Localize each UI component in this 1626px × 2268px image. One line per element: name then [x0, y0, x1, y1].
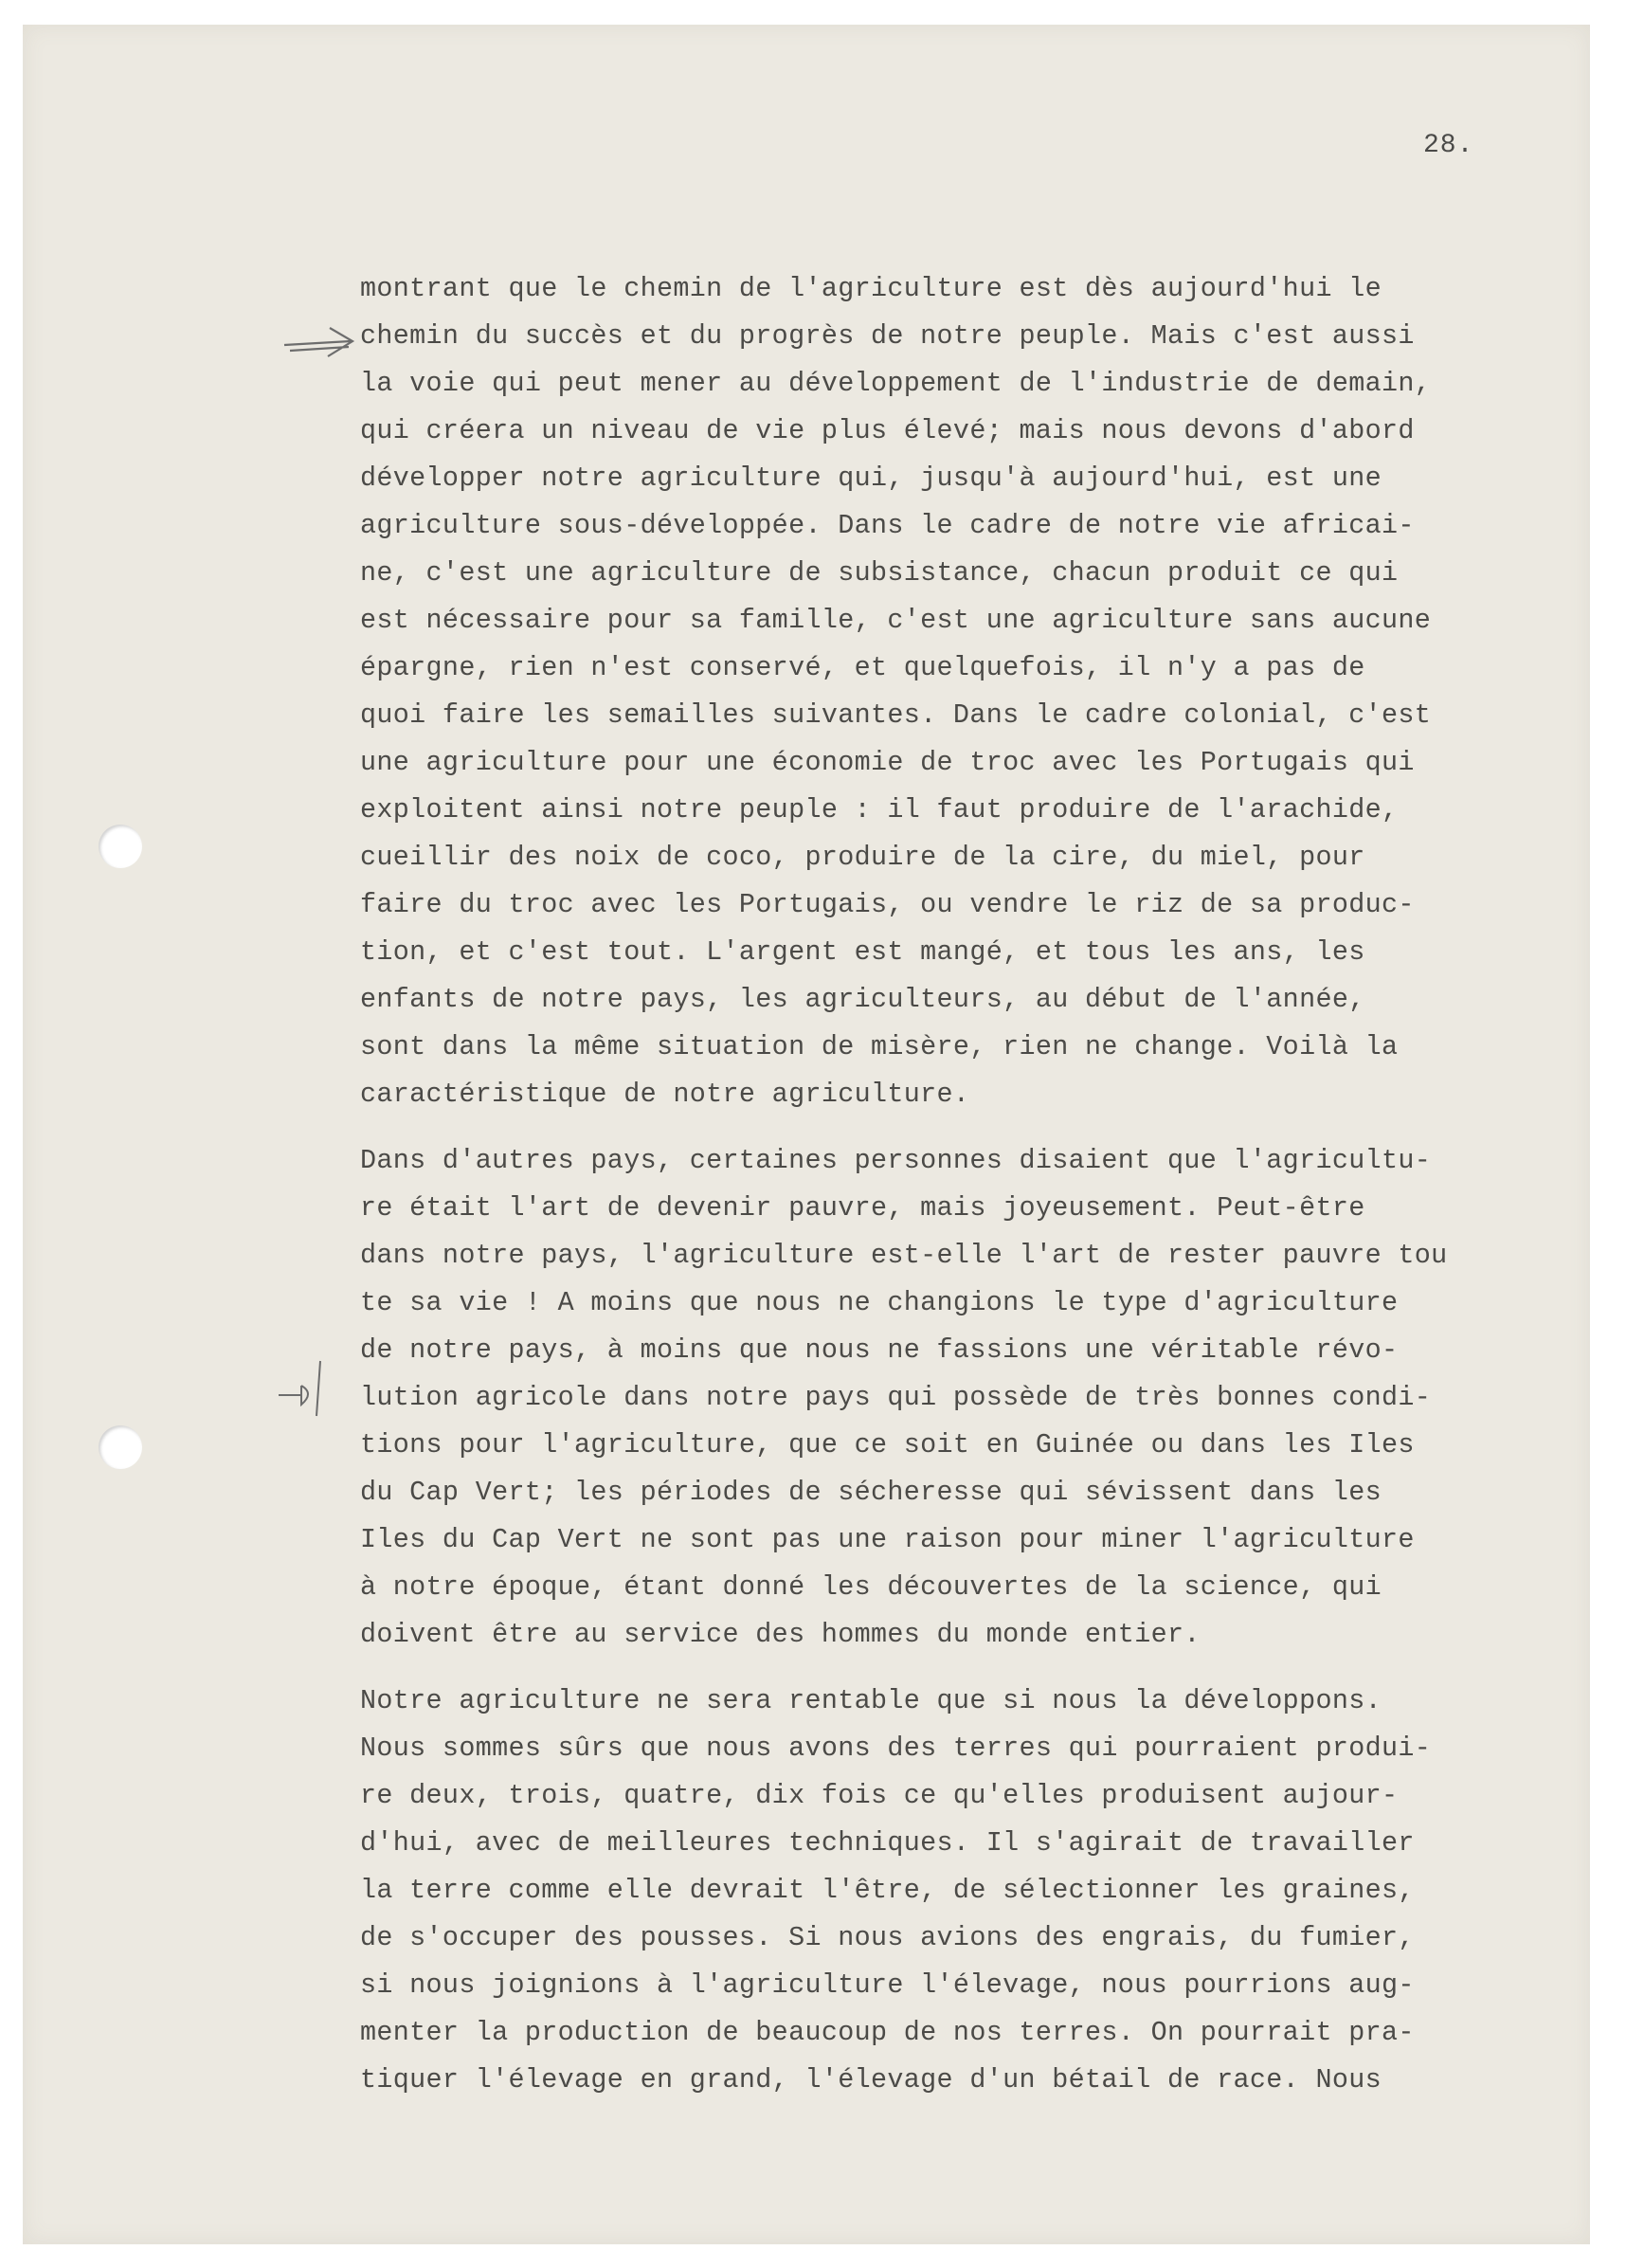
- text-line: tiquer l'élevage en grand, l'élevage d'un bétail de race. Nous: [360, 2064, 1382, 2096]
- text-line: d'hui, avec de meilleures techniques. Il s'agirait de travailler: [360, 1827, 1415, 1859]
- text-line: caractéristique de notre agriculture.: [360, 1079, 970, 1110]
- text-line: du Cap Vert; les périodes de sécheresse qui sévissent dans les: [360, 1477, 1382, 1508]
- text-line: enfants de notre pays, les agriculteurs, au début de l'année,: [360, 984, 1365, 1015]
- margin-bracket-icon: [279, 1353, 328, 1420]
- paragraph-3: [360, 1678, 1592, 2104]
- text-line: agriculture sous-développée. Dans le cadre de notre vie africai-: [360, 510, 1415, 541]
- text-line: si nous joignions à l'agriculture l'élevage, nous pourrions aug-: [360, 1969, 1415, 2001]
- text-line: Iles du Cap Vert ne sont pas une raison pour miner l'agriculture: [360, 1524, 1415, 1555]
- text-line: sont dans la même situation de misère, rien ne change. Voilà la: [360, 1031, 1399, 1062]
- text-line: re était l'art de devenir pauvre, mais joyeusement. Peut-être: [360, 1192, 1365, 1224]
- text-line: la terre comme elle devrait l'être, de sélectionner les graines,: [360, 1875, 1415, 1906]
- text-line: une agriculture pour une économie de troc avec les Portugais qui: [360, 747, 1415, 778]
- text-line: te sa vie ! A moins que nous ne changions le type d'agriculture: [360, 1287, 1399, 1318]
- text-line: montrant que le chemin de l'agriculture est dès aujourd'hui le: [360, 273, 1382, 304]
- page-number: 28.: [1423, 131, 1474, 160]
- text-line: doivent être au service des hommes du monde entier.: [360, 1619, 1201, 1650]
- text-line: faire du troc avec les Portugais, ou vendre le riz de sa produc-: [360, 889, 1415, 920]
- text-line: épargne, rien n'est conservé, et quelquefois, il n'y a pas de: [360, 652, 1365, 683]
- text-line: dans notre pays, l'agriculture est-elle l'art de rester pauvre tou: [360, 1240, 1448, 1271]
- text-line: tion, et c'est tout. L'argent est mangé, et tous les ans, les: [360, 936, 1365, 968]
- text-line: de s'occuper des pousses. Si nous avions des engrais, du fumier,: [360, 1922, 1415, 1953]
- text-line: tions pour l'agriculture, que ce soit en Guinée ou dans les Iles: [360, 1429, 1415, 1461]
- text-line: lution agricole dans notre pays qui possède de très bonnes condi-: [360, 1382, 1432, 1413]
- text-line: Nous sommes sûrs que nous avons des terres qui pourraient produi-: [360, 1733, 1432, 1764]
- paragraph-2: [360, 1137, 1592, 1659]
- text-line: développer notre agriculture qui, jusqu'à aujourd'hui, est une: [360, 463, 1382, 494]
- text-line: quoi faire les semailles suivantes. Dans le cadre colonial, c'est: [360, 699, 1432, 731]
- pencil-arrow-icon: [282, 322, 358, 366]
- text-line: chemin du succès et du progrès de notre peuple. Mais c'est aussi: [360, 320, 1415, 352]
- text-line: menter la production de beaucoup de nos terres. On pourrait pra-: [360, 2017, 1415, 2048]
- text-line: qui créera un niveau de vie plus élevé; mais nous devons d'abord: [360, 415, 1415, 446]
- text-line: la voie qui peut mener au développement de l'industrie de demain,: [360, 368, 1432, 399]
- text-line: Notre agriculture ne sera rentable que si nous la développons.: [360, 1685, 1382, 1716]
- text-line: re deux, trois, quatre, dix fois ce qu'elles produisent aujour-: [360, 1780, 1399, 1811]
- text-line: ne, c'est une agriculture de subsistance, chacun produit ce qui: [360, 557, 1399, 589]
- punch-hole-icon: [99, 1425, 142, 1469]
- text-line: Dans d'autres pays, certaines personnes disaient que l'agricultu-: [360, 1145, 1432, 1176]
- text-line: à notre époque, étant donné les découvertes de la science, qui: [360, 1571, 1382, 1603]
- text-line: cueillir des noix de coco, produire de la cire, du miel, pour: [360, 842, 1365, 873]
- text-line: est nécessaire pour sa famille, c'est une agriculture sans aucune: [360, 605, 1432, 636]
- paragraph-1: [360, 265, 1592, 1118]
- punch-hole-icon: [99, 825, 142, 868]
- text-line: exploitent ainsi notre peuple : il faut produire de l'arachide,: [360, 794, 1399, 826]
- text-line: de notre pays, à moins que nous ne fassions une véritable révo-: [360, 1334, 1399, 1366]
